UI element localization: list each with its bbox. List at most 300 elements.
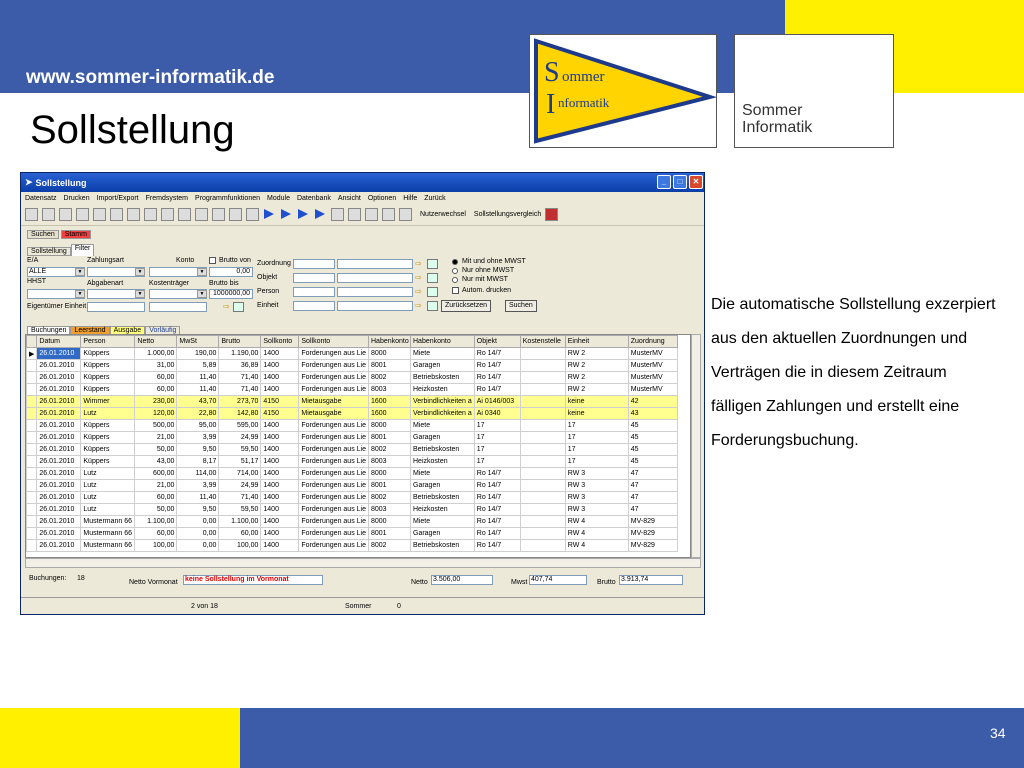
table-row[interactable] <box>27 360 678 372</box>
table-cell[interactable] <box>520 444 565 456</box>
table-cell[interactable]: 1400 <box>261 444 299 456</box>
table-cell[interactable] <box>520 432 565 444</box>
table-cell[interactable]: 1600 <box>369 396 411 408</box>
table-cell[interactable]: 11,40 <box>177 492 219 504</box>
row-indicator[interactable] <box>27 516 37 528</box>
table-cell[interactable]: Forderungen aus Lie <box>299 384 369 396</box>
table-cell[interactable]: 273,70 <box>219 396 261 408</box>
table-cell[interactable]: Forderungen aus Lie <box>299 540 369 552</box>
row-indicator[interactable] <box>27 384 37 396</box>
row-indicator[interactable] <box>27 420 37 432</box>
table-cell[interactable]: 8,17 <box>177 456 219 468</box>
einheit-field[interactable] <box>293 301 335 311</box>
table-cell[interactable]: 71,40 <box>219 492 261 504</box>
row-indicator[interactable] <box>27 468 37 480</box>
table-cell[interactable]: Forderungen aus Lie <box>299 420 369 432</box>
hhst-dropdown-icon[interactable]: ▼ <box>75 290 85 298</box>
table-cell[interactable]: 8001 <box>369 480 411 492</box>
table-cell[interactable]: Küppers <box>81 420 135 432</box>
table-cell[interactable]: Forderungen aus Lie <box>299 456 369 468</box>
table-cell[interactable]: Ro 14/7 <box>474 504 520 516</box>
zuruecksetzen-button[interactable] <box>441 300 491 312</box>
print-preview-icon[interactable] <box>42 208 55 221</box>
table-cell[interactable]: 8000 <box>369 420 411 432</box>
table-cell[interactable]: 9,50 <box>177 444 219 456</box>
table-cell[interactable]: Ro 14/7 <box>474 492 520 504</box>
table-cell[interactable]: 100,00 <box>219 540 261 552</box>
table-row[interactable] <box>27 432 678 444</box>
table-cell[interactable]: Küppers <box>81 372 135 384</box>
table-cell[interactable]: Ro 14/7 <box>474 516 520 528</box>
table-cell[interactable]: MV-829 <box>628 528 677 540</box>
objekt-lookup-icon[interactable] <box>427 273 438 283</box>
table-cell[interactable]: 0,00 <box>177 540 219 552</box>
table-cell[interactable] <box>520 456 565 468</box>
table-cell[interactable]: 1400 <box>261 504 299 516</box>
table-cell[interactable]: Ro 14/7 <box>474 348 520 360</box>
table-row[interactable] <box>27 468 678 480</box>
table-row[interactable] <box>27 540 678 552</box>
tab-sollstellung[interactable]: Sollstellung <box>27 247 71 256</box>
zuordnung-name-field[interactable] <box>337 259 413 269</box>
abgabenart-dropdown-icon[interactable]: ▼ <box>135 290 145 298</box>
table-cell[interactable]: 43,00 <box>135 456 177 468</box>
table-cell[interactable]: 17 <box>565 456 628 468</box>
table-cell[interactable]: Verbindlichkeiten a <box>411 396 475 408</box>
eigentuemer-lookup-icon[interactable] <box>233 302 244 312</box>
table-cell[interactable]: 1400 <box>261 372 299 384</box>
table-cell[interactable]: Verbindlichkeiten a <box>411 408 475 420</box>
table-cell[interactable] <box>520 384 565 396</box>
table-row[interactable] <box>27 456 678 468</box>
table-cell[interactable] <box>520 492 565 504</box>
table-cell[interactable]: 59,50 <box>219 444 261 456</box>
table-cell[interactable]: 26.01.2010 <box>37 492 81 504</box>
menu-datenbank[interactable]: Datenbank <box>296 194 331 202</box>
table-cell[interactable]: 95,00 <box>177 420 219 432</box>
brutto-von-field[interactable]: 0,00 <box>209 267 253 277</box>
row-indicator[interactable] <box>27 432 37 444</box>
ea-select[interactable]: ALLE <box>27 267 85 277</box>
table-cell[interactable]: 8000 <box>369 468 411 480</box>
table-cell[interactable]: 9,50 <box>177 504 219 516</box>
filter-icon[interactable] <box>178 208 191 221</box>
table-cell[interactable]: RW 3 <box>565 504 628 516</box>
table-cell[interactable]: RW 2 <box>565 372 628 384</box>
excel-icon[interactable] <box>76 208 89 221</box>
table-cell[interactable]: 1400 <box>261 456 299 468</box>
row-indicator[interactable] <box>27 480 37 492</box>
eigentuemer-field[interactable] <box>87 302 145 312</box>
table-cell[interactable]: Miete <box>411 468 475 480</box>
table-cell[interactable]: 26.01.2010 <box>37 348 81 360</box>
table-cell[interactable]: 60,00 <box>135 492 177 504</box>
table-cell[interactable]: Garagen <box>411 480 475 492</box>
table-cell[interactable]: Forderungen aus Lie <box>299 468 369 480</box>
row-indicator[interactable] <box>27 492 37 504</box>
table-cell[interactable]: 47 <box>628 480 677 492</box>
table-cell[interactable]: MV-829 <box>628 516 677 528</box>
table-cell[interactable]: Forderungen aus Lie <box>299 480 369 492</box>
table-cell[interactable]: 47 <box>628 504 677 516</box>
report-icon[interactable] <box>348 208 361 221</box>
table-cell[interactable]: Forderungen aus Lie <box>299 432 369 444</box>
table-cell[interactable]: 24,99 <box>219 480 261 492</box>
table-cell[interactable]: Garagen <box>411 360 475 372</box>
table-cell[interactable]: 142,80 <box>219 408 261 420</box>
table-cell[interactable]: Miete <box>411 420 475 432</box>
table-cell[interactable]: 17 <box>474 432 520 444</box>
table-cell[interactable]: 1.100,00 <box>219 516 261 528</box>
table-cell[interactable] <box>520 540 565 552</box>
binoculars-icon[interactable] <box>93 208 106 221</box>
table-cell[interactable]: 43,70 <box>177 396 219 408</box>
menu-hilfe[interactable]: Hilfe <box>403 194 418 202</box>
table-cell[interactable]: 50,00 <box>135 504 177 516</box>
col-sollkonto-nr[interactable]: Sollkonto <box>261 336 299 348</box>
table-cell[interactable]: 26.01.2010 <box>37 468 81 480</box>
table-cell[interactable]: 17 <box>474 444 520 456</box>
table-cell[interactable]: 60,00 <box>135 528 177 540</box>
table-row[interactable] <box>27 516 678 528</box>
table-cell[interactable] <box>520 528 565 540</box>
suchen-button[interactable] <box>505 300 537 312</box>
table-row[interactable] <box>27 492 678 504</box>
table-cell[interactable]: 71,40 <box>219 384 261 396</box>
table-cell[interactable]: 21,00 <box>135 480 177 492</box>
table-cell[interactable]: Forderungen aus Lie <box>299 348 369 360</box>
table-cell[interactable]: Ro 14/7 <box>474 528 520 540</box>
table-cell[interactable]: Mustermann 66 <box>81 516 135 528</box>
first-record-icon[interactable] <box>195 208 208 221</box>
col-objekt[interactable]: Objekt <box>474 336 520 348</box>
table-cell[interactable] <box>520 360 565 372</box>
table-cell[interactable]: Lutz <box>81 504 135 516</box>
table-cell[interactable]: 17 <box>565 444 628 456</box>
person-go-icon[interactable]: ⇨ <box>415 287 422 296</box>
table-cell[interactable]: 26.01.2010 <box>37 372 81 384</box>
col-sollkonto-name[interactable]: Sollkonto <box>299 336 369 348</box>
table-row[interactable] <box>27 408 678 420</box>
table-cell[interactable]: 3,99 <box>177 480 219 492</box>
table-cell[interactable]: 31,00 <box>135 360 177 372</box>
table-cell[interactable]: 714,00 <box>219 468 261 480</box>
table-cell[interactable]: 8003 <box>369 504 411 516</box>
row-indicator[interactable] <box>27 528 37 540</box>
table-cell[interactable]: 1600 <box>369 408 411 420</box>
col-brutto[interactable]: Brutto <box>219 336 261 348</box>
table-cell[interactable]: 1400 <box>261 348 299 360</box>
save-icon[interactable] <box>161 208 174 221</box>
menu-drucken[interactable]: Drucken <box>63 194 90 202</box>
row-indicator[interactable]: ▶ <box>27 348 37 360</box>
table-cell[interactable]: Forderungen aus Lie <box>299 528 369 540</box>
table-cell[interactable]: Mustermann 66 <box>81 540 135 552</box>
tab-filter[interactable]: Filter <box>71 244 95 256</box>
table-cell[interactable]: Mietausgabe <box>299 408 369 420</box>
table-cell[interactable]: RW 4 <box>565 540 628 552</box>
table-cell[interactable]: 36,89 <box>219 360 261 372</box>
eigentuemer-go-icon[interactable]: ⇨ <box>223 302 230 311</box>
table-cell[interactable]: 71,40 <box>219 372 261 384</box>
table-cell[interactable]: 26.01.2010 <box>37 396 81 408</box>
table-cell[interactable]: Forderungen aus Lie <box>299 516 369 528</box>
table-cell[interactable]: Garagen <box>411 432 475 444</box>
row-indicator[interactable] <box>27 396 37 408</box>
table-cell[interactable]: Betriebskosten <box>411 540 475 552</box>
table-cell[interactable]: 26.01.2010 <box>37 432 81 444</box>
brutto-bis-field[interactable]: 1000000,00 <box>209 289 253 299</box>
table-cell[interactable] <box>520 504 565 516</box>
maximize-button[interactable]: □ <box>673 175 687 189</box>
table-cell[interactable] <box>520 516 565 528</box>
col-kostenstelle[interactable]: Kostenstelle <box>520 336 565 348</box>
table-cell[interactable]: 17 <box>565 420 628 432</box>
table-cell[interactable]: 100,00 <box>135 540 177 552</box>
table-cell[interactable]: keine <box>565 408 628 420</box>
col-datum[interactable]: Datum <box>37 336 81 348</box>
table-cell[interactable]: RW 3 <box>565 468 628 480</box>
table-cell[interactable]: 59,50 <box>219 504 261 516</box>
table-cell[interactable]: 17 <box>474 456 520 468</box>
table-cell[interactable]: 1400 <box>261 492 299 504</box>
vertical-scrollbar[interactable] <box>691 334 701 558</box>
table-cell[interactable] <box>520 396 565 408</box>
row-indicator[interactable] <box>27 360 37 372</box>
table-cell[interactable]: 11,40 <box>177 384 219 396</box>
table-cell[interactable]: 26.01.2010 <box>37 360 81 372</box>
menu-module[interactable]: Module <box>267 194 290 202</box>
table-cell[interactable]: 1.000,00 <box>135 348 177 360</box>
table-cell[interactable]: 60,00 <box>219 528 261 540</box>
table-cell[interactable]: Ai 0340 <box>474 408 520 420</box>
table-cell[interactable]: 60,00 <box>135 372 177 384</box>
menu-import-export[interactable]: Import/Export <box>96 194 139 202</box>
zuordnung-go-icon[interactable]: ⇨ <box>415 259 422 268</box>
table-cell[interactable]: 1400 <box>261 540 299 552</box>
row-indicator[interactable] <box>27 504 37 516</box>
table-row[interactable] <box>27 504 678 516</box>
table-cell[interactable]: Lutz <box>81 408 135 420</box>
table-cell[interactable]: MusterMV <box>628 372 677 384</box>
close-button[interactable]: ✕ <box>689 175 703 189</box>
table-cell[interactable]: MusterMV <box>628 348 677 360</box>
table-cell[interactable]: 26.01.2010 <box>37 540 81 552</box>
zahlungsart-dropdown-icon[interactable]: ▼ <box>135 268 145 276</box>
row-indicator[interactable] <box>27 408 37 420</box>
table-cell[interactable] <box>520 408 565 420</box>
table-cell[interactable]: 45 <box>628 456 677 468</box>
table-cell[interactable]: 8003 <box>369 456 411 468</box>
run-step4-icon[interactable] <box>314 208 327 221</box>
col-einheit[interactable]: Einheit <box>565 336 628 348</box>
table-cell[interactable]: Heizkosten <box>411 384 475 396</box>
tab-buchungen[interactable]: Buchungen <box>27 326 70 336</box>
einheit-name-field[interactable] <box>337 301 413 311</box>
objekt-name-field[interactable] <box>337 273 413 283</box>
table-cell[interactable]: 11,40 <box>177 372 219 384</box>
table-cell[interactable]: 1400 <box>261 420 299 432</box>
table-cell[interactable] <box>520 480 565 492</box>
next-record-icon[interactable] <box>229 208 242 221</box>
col-zuordnung[interactable]: Zuordnung <box>628 336 677 348</box>
table-row[interactable] <box>27 348 678 360</box>
table-cell[interactable]: Ro 14/7 <box>474 372 520 384</box>
table-cell[interactable]: Betriebskosten <box>411 444 475 456</box>
table-cell[interactable]: Heizkosten <box>411 456 475 468</box>
run-step1-icon[interactable] <box>263 208 276 221</box>
menu-zurueck[interactable]: Zurück <box>424 194 446 202</box>
radio-nur-ohne-mwst[interactable] <box>452 268 458 274</box>
einheit-go-icon[interactable]: ⇨ <box>415 301 422 310</box>
table-cell[interactable]: RW 2 <box>565 384 628 396</box>
table-cell[interactable]: 45 <box>628 432 677 444</box>
table-cell[interactable]: 1400 <box>261 480 299 492</box>
table-cell[interactable]: 0,00 <box>177 528 219 540</box>
table-cell[interactable]: 8001 <box>369 432 411 444</box>
table-cell[interactable]: Heizkosten <box>411 504 475 516</box>
table-cell[interactable]: 22,80 <box>177 408 219 420</box>
table-cell[interactable]: Küppers <box>81 444 135 456</box>
table-cell[interactable]: 26.01.2010 <box>37 408 81 420</box>
table-cell[interactable]: Küppers <box>81 432 135 444</box>
pen-icon[interactable] <box>382 208 395 221</box>
table-cell[interactable]: MV-829 <box>628 540 677 552</box>
zuordnung-lookup-icon[interactable] <box>427 259 438 269</box>
col-habenkonto-nr[interactable]: Habenkonto <box>369 336 411 348</box>
einheit-lookup-icon[interactable] <box>427 301 438 311</box>
col-netto[interactable]: Netto <box>135 336 177 348</box>
objekt-field[interactable] <box>293 273 335 283</box>
table-cell[interactable]: RW 2 <box>565 360 628 372</box>
person-field[interactable] <box>293 287 335 297</box>
table-cell[interactable]: Mustermann 66 <box>81 528 135 540</box>
bookings-grid[interactable] <box>25 334 691 558</box>
konto-dropdown-icon[interactable]: ▼ <box>197 268 207 276</box>
table-cell[interactable]: Forderungen aus Lie <box>299 372 369 384</box>
table-cell[interactable]: 45 <box>628 444 677 456</box>
table-cell[interactable]: 230,00 <box>135 396 177 408</box>
table-cell[interactable]: MusterMV <box>628 384 677 396</box>
table-cell[interactable]: 26.01.2010 <box>37 528 81 540</box>
run-step3-icon[interactable] <box>297 208 310 221</box>
table-cell[interactable]: Lutz <box>81 492 135 504</box>
table-cell[interactable]: 26.01.2010 <box>37 420 81 432</box>
table-row[interactable] <box>27 372 678 384</box>
table-cell[interactable]: 47 <box>628 468 677 480</box>
table-cell[interactable]: Wimmer <box>81 396 135 408</box>
last-record-icon[interactable] <box>246 208 259 221</box>
table-cell[interactable]: 8002 <box>369 372 411 384</box>
help-icon[interactable] <box>399 208 412 221</box>
table-cell[interactable]: 26.01.2010 <box>37 456 81 468</box>
row-indicator[interactable] <box>27 540 37 552</box>
table-cell[interactable]: 1400 <box>261 384 299 396</box>
table-cell[interactable]: 1400 <box>261 468 299 480</box>
table-cell[interactable]: Miete <box>411 348 475 360</box>
table-cell[interactable]: 26.01.2010 <box>37 384 81 396</box>
run-step2-icon[interactable] <box>280 208 293 221</box>
tab-leerstand[interactable]: Leerstand <box>70 326 109 336</box>
table-cell[interactable]: RW 3 <box>565 480 628 492</box>
table-cell[interactable]: 1.190,00 <box>219 348 261 360</box>
table-cell[interactable]: 595,00 <box>219 420 261 432</box>
ea-dropdown-icon[interactable]: ▼ <box>75 268 85 276</box>
table-cell[interactable]: 26.01.2010 <box>37 480 81 492</box>
col-habenkonto-name[interactable]: Habenkonto <box>411 336 475 348</box>
table-cell[interactable]: keine <box>565 396 628 408</box>
eigentuemer-field-2[interactable] <box>149 302 207 312</box>
objekt-go-icon[interactable]: ⇨ <box>415 273 422 282</box>
table-cell[interactable]: 120,00 <box>135 408 177 420</box>
table-cell[interactable]: 51,17 <box>219 456 261 468</box>
table-row[interactable] <box>27 420 678 432</box>
tab-vorlaeufig[interactable]: Vorläufig <box>145 326 180 336</box>
table-cell[interactable]: Küppers <box>81 348 135 360</box>
table-cell[interactable]: 8003 <box>369 384 411 396</box>
table-cell[interactable]: 26.01.2010 <box>37 516 81 528</box>
table-cell[interactable]: 114,00 <box>177 468 219 480</box>
table-cell[interactable]: 4150 <box>261 408 299 420</box>
table-cell[interactable]: 45 <box>628 420 677 432</box>
table-cell[interactable]: Küppers <box>81 384 135 396</box>
table-cell[interactable]: RW 3 <box>565 492 628 504</box>
table-cell[interactable]: 8001 <box>369 360 411 372</box>
tab-ausgabe[interactable]: Ausgabe <box>110 326 146 336</box>
table-cell[interactable]: Ro 14/7 <box>474 480 520 492</box>
person-name-field[interactable] <box>337 287 413 297</box>
network-icon[interactable] <box>59 208 72 221</box>
table-cell[interactable]: 42 <box>628 396 677 408</box>
person-lookup-icon[interactable] <box>427 287 438 297</box>
table-cell[interactable]: 8002 <box>369 444 411 456</box>
table-cell[interactable]: 190,00 <box>177 348 219 360</box>
table-cell[interactable]: 24,99 <box>219 432 261 444</box>
table-cell[interactable]: 1400 <box>261 516 299 528</box>
table-cell[interactable]: Betriebskosten <box>411 372 475 384</box>
table-cell[interactable]: Ro 14/7 <box>474 540 520 552</box>
col-person[interactable]: Person <box>81 336 135 348</box>
table-cell[interactable] <box>520 348 565 360</box>
prev-record-icon[interactable] <box>212 208 225 221</box>
table-cell[interactable]: 21,00 <box>135 432 177 444</box>
table-cell[interactable]: 500,00 <box>135 420 177 432</box>
table-cell[interactable]: 1400 <box>261 528 299 540</box>
refresh-icon[interactable] <box>110 208 123 221</box>
row-indicator[interactable] <box>27 372 37 384</box>
table-cell[interactable]: 47 <box>628 492 677 504</box>
horizontal-scrollbar[interactable] <box>25 558 701 568</box>
table-cell[interactable]: Küppers <box>81 456 135 468</box>
table-cell[interactable]: 5,89 <box>177 360 219 372</box>
exit-icon[interactable] <box>545 208 558 221</box>
table-cell[interactable]: 60,00 <box>135 384 177 396</box>
table-cell[interactable]: 3,99 <box>177 432 219 444</box>
table-cell[interactable]: RW 4 <box>565 516 628 528</box>
table-cell[interactable]: 17 <box>474 420 520 432</box>
table-row[interactable] <box>27 480 678 492</box>
print-icon[interactable] <box>25 208 38 221</box>
table-row[interactable] <box>27 528 678 540</box>
table-row[interactable] <box>27 384 678 396</box>
sollstellungsvergleich-button[interactable]: Sollstellungsvergleich <box>473 211 542 218</box>
table-cell[interactable]: Forderungen aus Lie <box>299 492 369 504</box>
table-cell[interactable]: 26.01.2010 <box>37 504 81 516</box>
table-cell[interactable]: 8000 <box>369 516 411 528</box>
table-cell[interactable]: Forderungen aus Lie <box>299 360 369 372</box>
table-cell[interactable]: Ro 14/7 <box>474 468 520 480</box>
kostentraeger-dropdown-icon[interactable]: ▼ <box>197 290 207 298</box>
